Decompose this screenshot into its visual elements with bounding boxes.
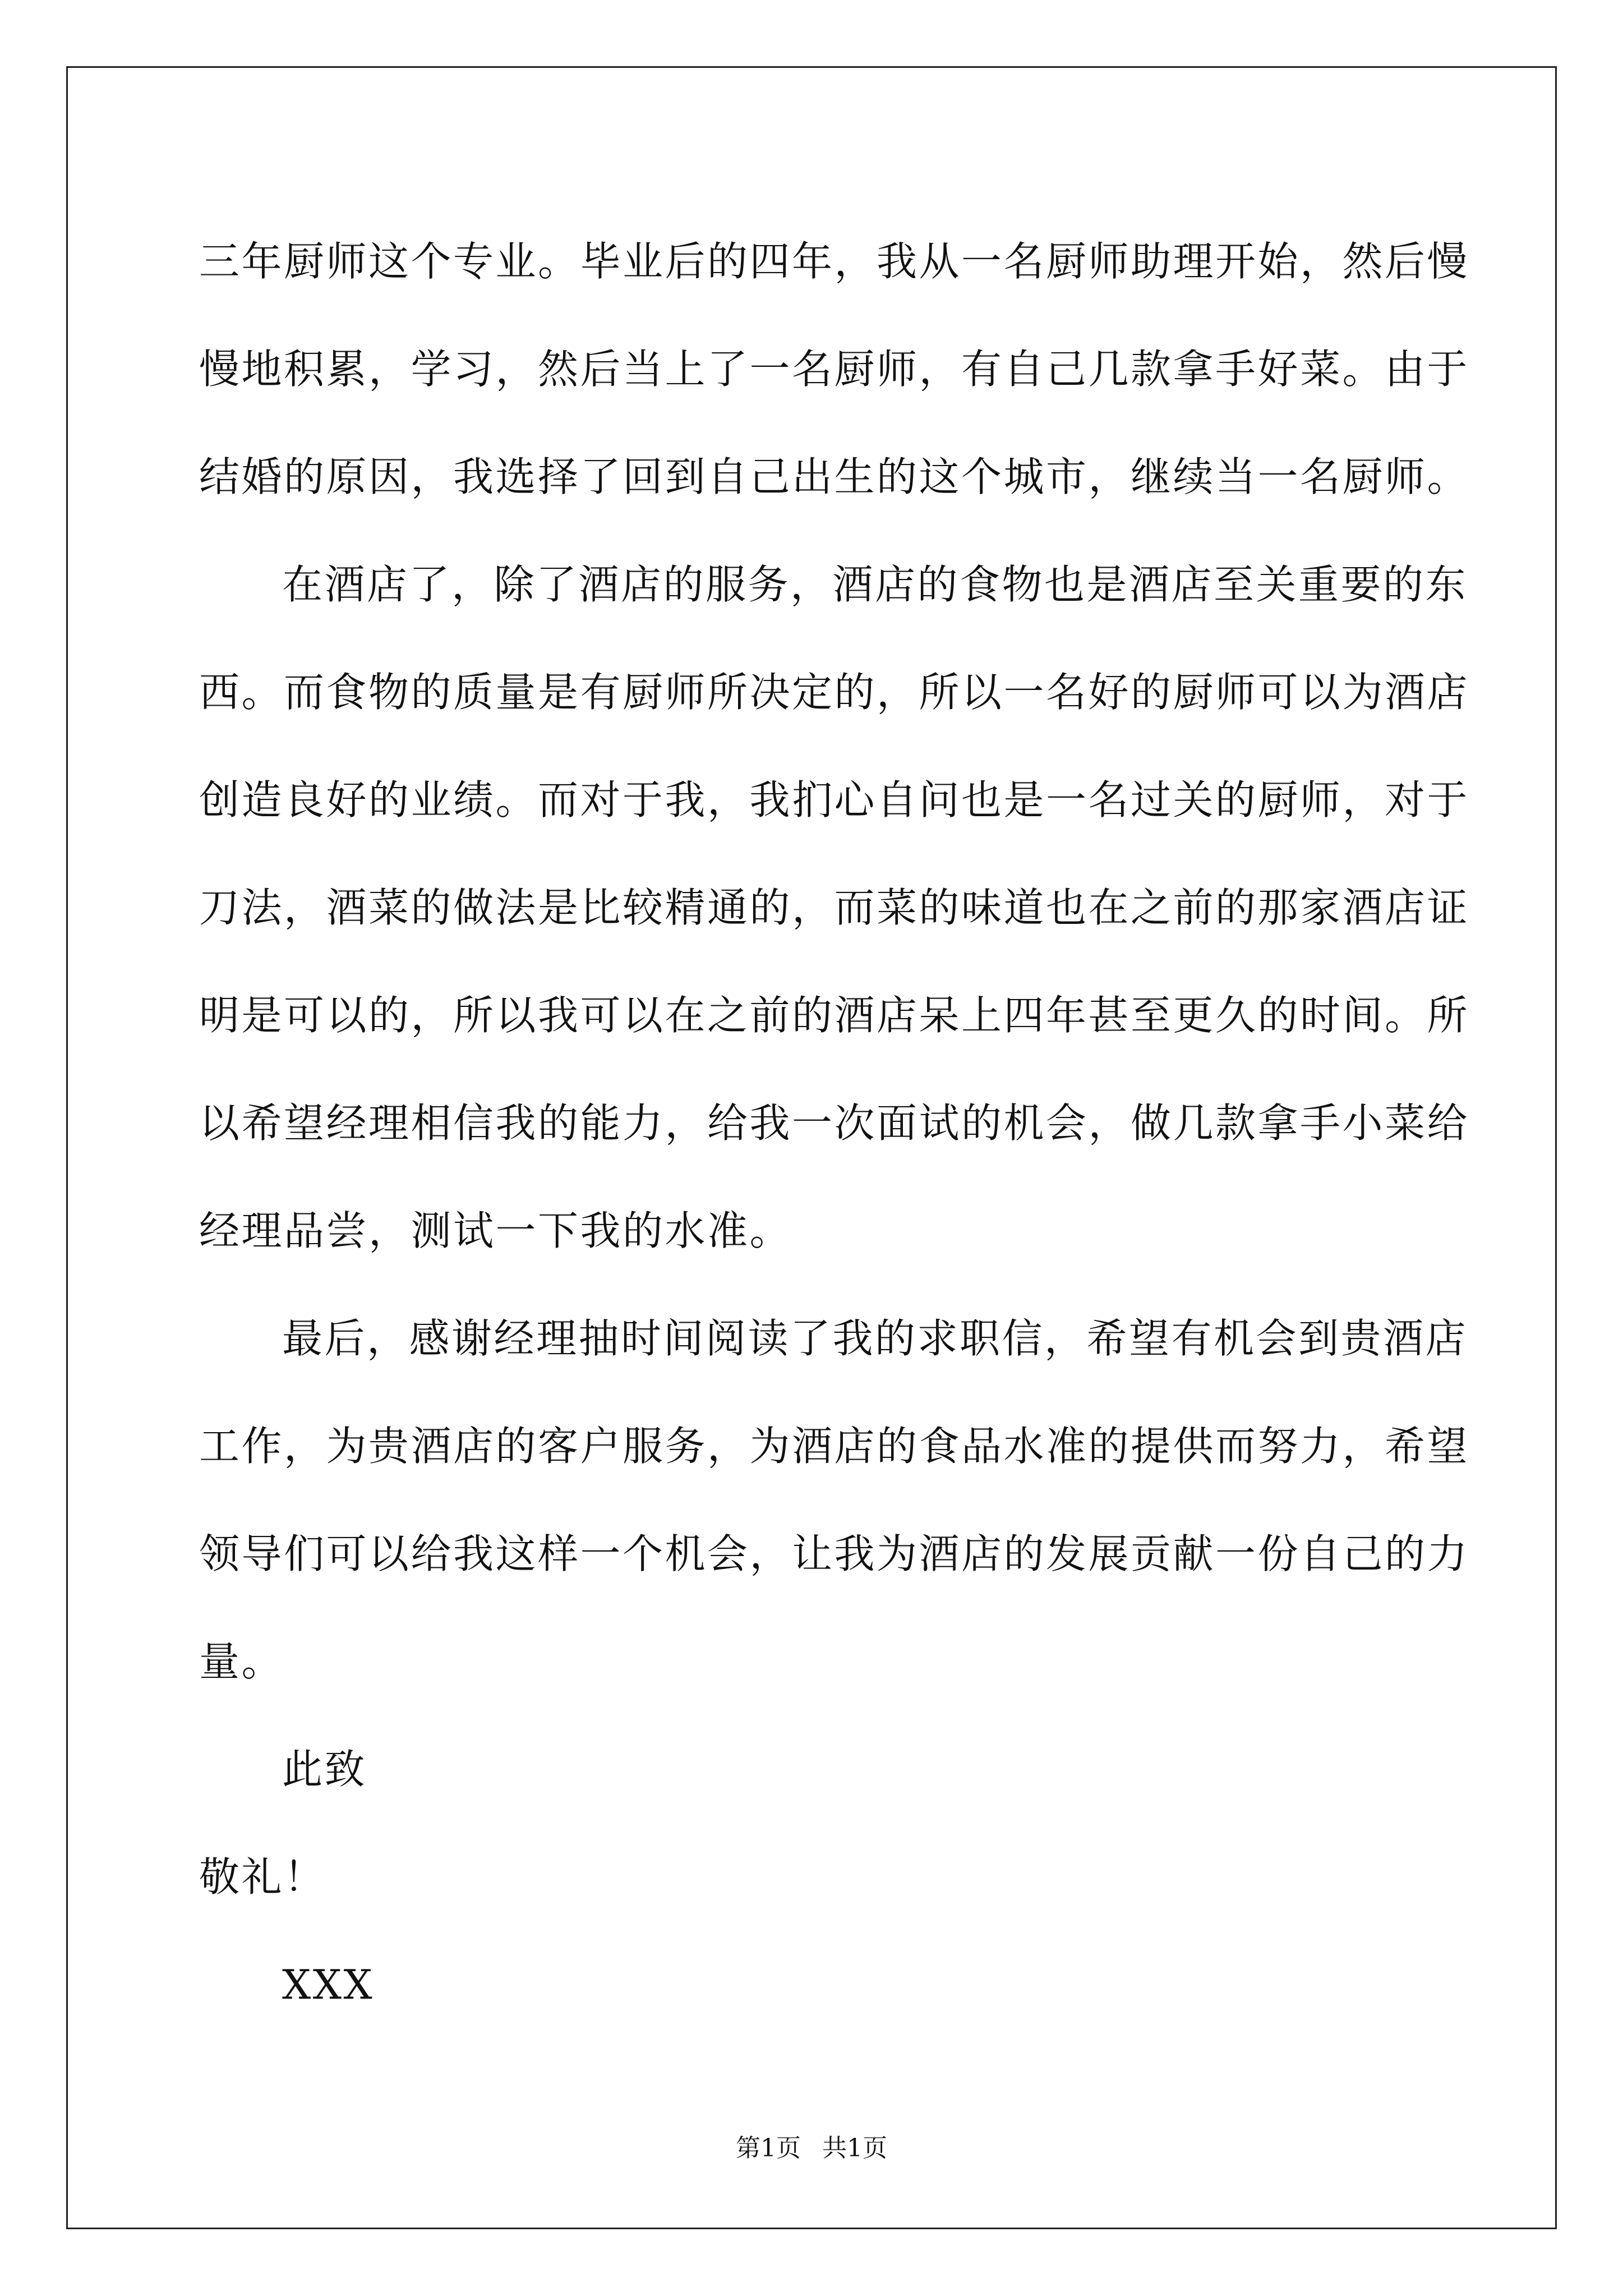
body-line-9: 以希望经理相信我的能力，给我一次面试的机会，做几款拿手小菜给 [199, 1099, 1470, 1147]
body-line-3: 结婚的原因，我选择了回到自己出生的这个城市，继续当一名厨师。 [199, 453, 1470, 500]
letter-body [199, 208, 1470, 2039]
page-number: 第1页 [736, 2134, 801, 2162]
body-line-5: 西。而食物的质量是有厨师所决定的，所以一名好的厨师可以为酒店 [199, 669, 1470, 716]
body-line-6: 创造良好的业绩。而对于我，我扪心自问也是一名过关的厨师，对于 [199, 776, 1470, 823]
body-line-2: 慢地积累，学习，然后当上了一名厨师，有自己几款拿手好菜。由于 [199, 346, 1470, 393]
letter-signature: XXX [282, 1961, 375, 2008]
body-line-1: 三年厨师这个专业。毕业后的四年，我从一名厨师助理开始，然后慢 [199, 238, 1470, 285]
body-line-14: 量。 [199, 1638, 284, 1685]
page-footer [0, 2132, 1623, 2165]
letter-salutation: 敬礼！ [199, 1853, 326, 1901]
body-line-4: 在酒店了，除了酒店的服务，酒店的食物也是酒店至关重要的东 [282, 561, 1468, 608]
body-line-10: 经理品尝，测试一下我的水准。 [199, 1207, 792, 1254]
body-line-11: 最后，感谢经理抽时间阅读了我的求职信，希望有机会到贵酒店 [282, 1315, 1468, 1362]
body-line-12: 工作，为贵酒店的客户服务，为酒店的食品水准的提供而努力，希望 [199, 1423, 1470, 1470]
body-line-7: 刀法，酒菜的做法是比较精通的，而菜的味道也在之前的那家酒店证 [199, 884, 1470, 931]
letter-closing: 此致 [282, 1746, 367, 1793]
body-line-13: 领导们可以给我这样一个机会，让我为酒店的发展贡献一份自己的力 [199, 1530, 1470, 1577]
page-count: 共1页 [822, 2134, 887, 2162]
body-line-8: 明是可以的，所以我可以在之前的酒店呆上四年甚至更久的时间。所 [199, 992, 1470, 1039]
